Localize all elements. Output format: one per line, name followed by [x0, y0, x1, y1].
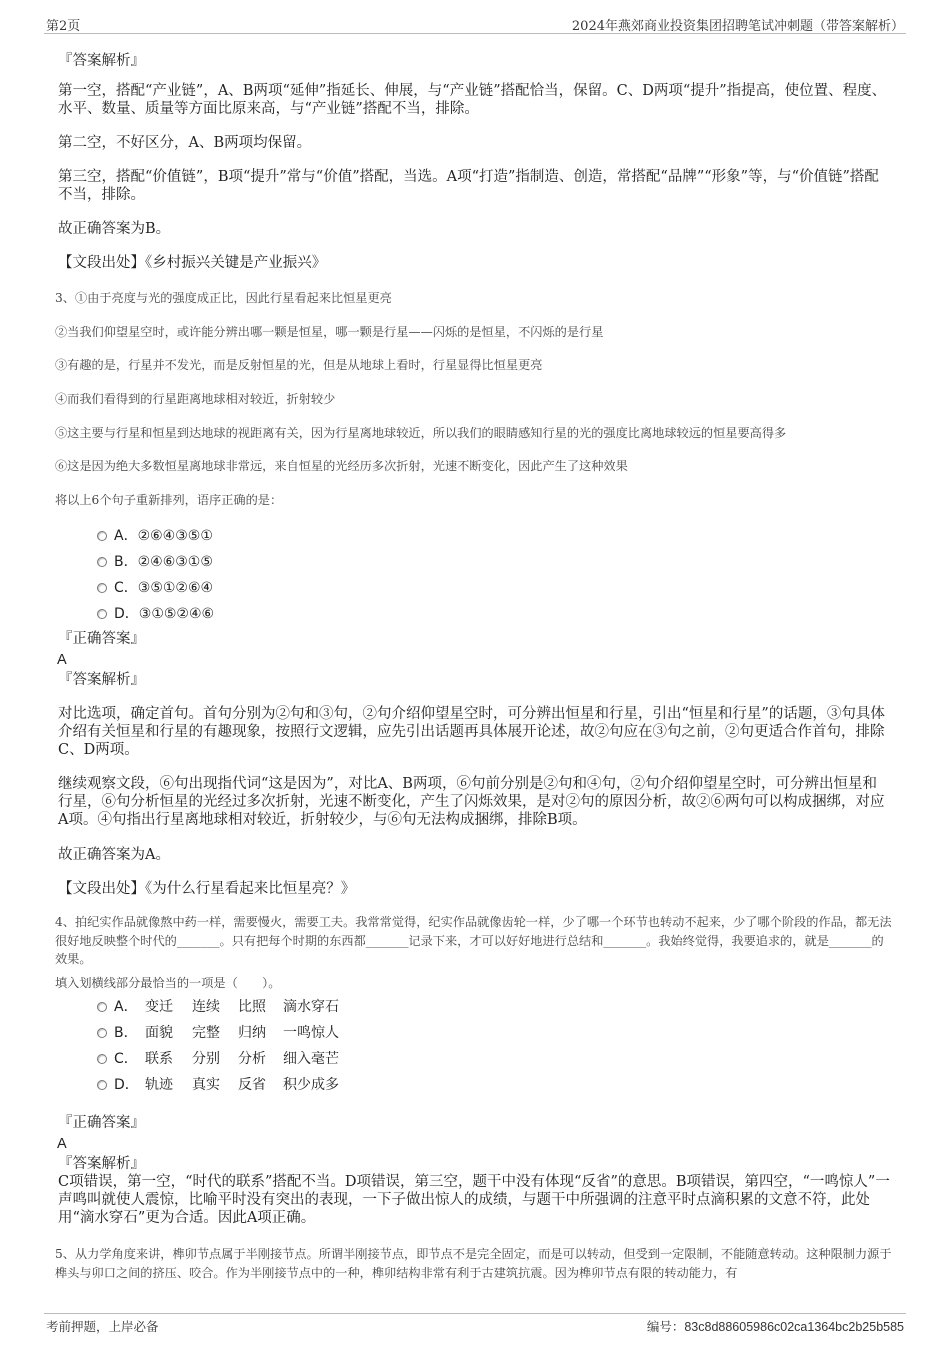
q4-option-word: 分析	[238, 1051, 266, 1067]
q2-analysis-p2: 第二空，不好区分，A、B两项均保留。	[58, 135, 312, 151]
q3-option-c[interactable]: C．③⑤①②⑥④	[114, 580, 214, 596]
q3-option-a-radio[interactable]	[97, 531, 107, 541]
q4-option-word: 面貌	[145, 1025, 173, 1041]
page-header	[44, 14, 906, 34]
q3-source: 【文段出处】《为什么行星看起来比恒星亮？》	[58, 881, 356, 897]
q3-option-d[interactable]: D．③①⑤②④⑥	[114, 606, 215, 622]
q4-option-word: 分别	[192, 1051, 220, 1067]
q4-option-word: 真实	[192, 1077, 220, 1093]
q4-prompt: 填入划横线部分最恰当的一项是（ ）。	[55, 976, 281, 990]
q4-option-word: 连续	[192, 999, 220, 1015]
q4-option-word: 联系	[145, 1051, 173, 1067]
q4-option-a[interactable]	[114, 996, 339, 1016]
q4-stem: 4、拍纪实作品就像熬中药一样，需要慢火，需要工夫。我常常觉得，纪实作品就像齿轮一样，少了哪一个环节也转动不起来，少了哪个阶段的作品，都无法很好地反映整个时代的_______。只有把每个时期的东西都_______记录下来，才可以好好地进行总结和_______。我始终觉得，我要追求的，就是_______的效果。	[55, 915, 892, 966]
q4-answer-label: 『正确答案』	[58, 1115, 145, 1131]
document-title: 2024年燕郊商业投资集团招聘笔试冲刺题（带答案解析）	[571, 19, 904, 34]
q3-option-c-radio[interactable]	[97, 583, 107, 593]
q3-option-d-radio[interactable]	[97, 609, 107, 619]
page-number: 第2页	[46, 19, 81, 34]
q4-option-letter: D．	[114, 1077, 139, 1093]
q3-sentence-2: ②当我们仰望星空时，或许能分辨出哪一颗是恒星，哪一颗是行星——闪烁的是恒星，不闪烁的是行星	[55, 325, 604, 339]
q4-option-c[interactable]	[114, 1048, 339, 1068]
q3-sentence-6: ⑥这是因为绝大多数恒星离地球非常远，来自恒星的光经历多次折射，光速不断变化，因此产生了这种效果	[55, 459, 628, 473]
q4-option-letter: A．	[114, 999, 138, 1015]
q4-option-word: 反省	[238, 1077, 266, 1093]
q4-option-b[interactable]	[114, 1022, 339, 1042]
q3-analysis-p2: 继续观察文段，⑥句出现指代词“这是因为”，对比A、B两项，⑥句前分别是②句和④句，②句介绍仰望星空时，可分辨出恒星和行星，⑥句分析恒星的光经过多次折射，光速不断变化，产生了闪烁效果，是对②句的原因分析，故②⑥两句可以构成捆绑，对应A项。④句指出行星离地球相对较近，折射较少，与⑥句无法构成捆绑，排除B项。	[58, 776, 885, 828]
q4-option-d-radio[interactable]	[97, 1080, 107, 1090]
q3-sentence-3: ③有趣的是，行星并不发光，而是反射恒星的光，但是从地球上看时，行星显得比恒星更亮	[55, 358, 543, 372]
q4-option-d[interactable]	[114, 1074, 339, 1094]
q5-stem: 5、从力学角度来讲，榫卯节点属于半刚接节点。所谓半刚接节点，即节点不是完全固定，而是可以转动，但受到一定限制，不能随意转动。这种限制力源于榫头与卯口之间的挤压、咬合。作为半刚接节点中的一种，榫卯结构非常有利于古建筑抗震。因为榫卯节点有限的转动能力，有	[55, 1247, 892, 1280]
q4-option-word: 比照	[238, 999, 266, 1015]
q3-option-b-radio[interactable]	[97, 557, 107, 567]
q4-option-word: 轨迹	[145, 1077, 173, 1093]
q4-option-word: 变迁	[145, 999, 173, 1015]
q4-option-word: 细入毫芒	[283, 1051, 339, 1067]
q2-source: 【文段出处】《乡村振兴关键是产业振兴》	[58, 255, 327, 271]
q4-option-word: 完整	[192, 1025, 220, 1041]
q3-option-a[interactable]: A．②⑥④③⑤①	[114, 528, 213, 544]
q3-sentence-1: 3、①由于亮度与光的强度成正比，因此行星看起来比恒星更亮	[55, 291, 392, 305]
q4-analysis-label: 『答案解析』	[58, 1156, 145, 1172]
q3-sentence-5: ⑤这主要与行星和恒星到达地球的视距离有关，因为行星离地球较近，所以我们的眼睛感知行星的光的强度比离地球较远的恒星要高得多	[55, 426, 787, 440]
q3-sentence-4: ④而我们看得到的行星距离地球相对较近，折射较少	[55, 392, 336, 406]
q4-analysis: C项错误，第一空，“时代的联系”搭配不当。D项错误，第三空，题干中没有体现“反省”的意思。B项错误，第四空，“一鸣惊人”一声鸣叫就使人震惊，比喻平时没有突出的表现，一下子做出惊人的成绩，与题干中所强调的注意平时点滴积累的文意不符，此处用“滴水穿石”更为合适。因此A项正确。	[58, 1174, 890, 1226]
q4-answer: A	[57, 1136, 67, 1152]
q4-option-letter: C．	[114, 1051, 138, 1067]
q3-answer-label: 『正确答案』	[58, 631, 145, 647]
q2-conclusion: 故正确答案为B。	[58, 221, 171, 237]
q3-conclusion: 故正确答案为A。	[58, 847, 170, 863]
q2-analysis-label: 『答案解析』	[58, 53, 145, 69]
q4-option-word: 滴水穿石	[283, 999, 339, 1015]
q3-analysis-label: 『答案解析』	[58, 672, 145, 688]
document-code: 编号：83c8d88605986c02ca1364bc2b25b585	[646, 1320, 904, 1334]
footer-slogan: 考前押题，上岸必备	[46, 1319, 159, 1334]
q3-answer: A	[57, 652, 67, 668]
q4-option-word: 积少成多	[283, 1077, 339, 1093]
q2-analysis-p1: 第一空，搭配“产业链”，A、B两项“延伸”指延长、伸展，与“产业链”搭配恰当，保留。C、D两项“提升”指提高，使位置、程度、水平、数量、质量等方面比原来高，与“产业链”搭配不当，排除。	[58, 83, 887, 117]
q4-option-letter: B．	[114, 1025, 138, 1041]
q3-prompt: 将以上6个句子重新排列，语序正确的是：	[55, 493, 283, 507]
q4-option-a-radio[interactable]	[97, 1002, 107, 1012]
q3-option-b[interactable]: B．②④⑥③①⑤	[114, 554, 213, 570]
page-footer	[44, 1313, 906, 1333]
q4-option-word: 归纳	[238, 1025, 266, 1041]
q3-analysis-p1: 对比选项，确定首句。首句分别为②句和③句，②句介绍仰望星空时，可分辨出恒星和行星，引出“恒星和行星”的话题，③句具体介绍有关恒星和行星的有趣现象，按照行文逻辑，应先引出话题再具体展开论述，故②句应在③句之前，②句更适合作首句，排除C、D两项。	[58, 706, 885, 758]
q4-option-c-radio[interactable]	[97, 1054, 107, 1064]
q2-analysis-p3: 第三空，搭配“价值链”，B项“提升”常与“价值”搭配，当选。A项“打造”指制造、创造，常搭配“品牌”“形象”等，与“价值链”搭配不当，排除。	[58, 169, 879, 203]
q4-option-b-radio[interactable]	[97, 1028, 107, 1038]
q4-option-word: 一鸣惊人	[283, 1025, 339, 1041]
